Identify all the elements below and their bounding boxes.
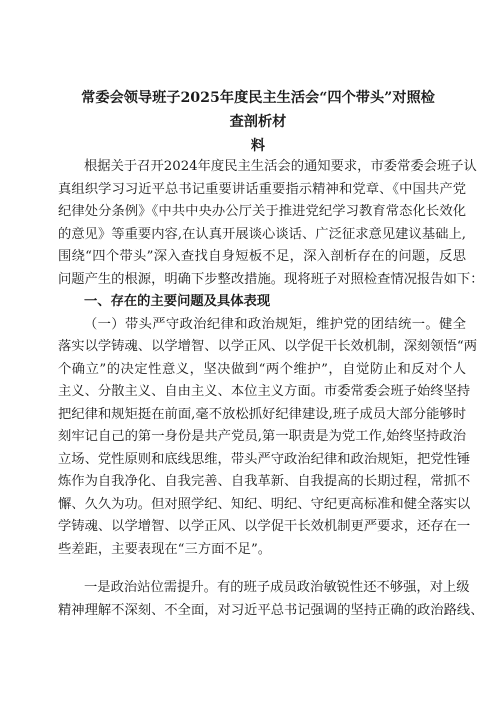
subsection-line: 些差距，主要表现在“三方面不足”。 bbox=[58, 541, 272, 557]
subsection-line: （一）带头严守政治纪律和政治规矩，维护党的团结统一。健全 bbox=[84, 316, 466, 332]
intro-line: 问题产生的根源，明确下步整改措施。现将班子对照检查情况报告如下： bbox=[58, 271, 484, 287]
paragraph-gap bbox=[58, 561, 466, 577]
point-line: 一是政治站位需提升。有的班子成员政治敏锐性还不够强，对上级 bbox=[84, 580, 470, 595]
intro-line: 纪律处分条例》《中共中央办公厅关于推进党纪学习教育常态化长效化 bbox=[58, 204, 466, 219]
subsection-line: 懈、久久为功。但对照学纪、知纪、明纪、守纪更高标准和健全落实以 bbox=[58, 496, 471, 512]
subsection-line: 把纪律和规矩挺在前面,毫不放松抓好纪律建设,班子成员大部分能够时 bbox=[58, 406, 466, 422]
intro-line: 真组织学习习近平总书记重要讲话重要指示精神和党章、《中国共产党 bbox=[58, 181, 466, 197]
point-line: 精神理解不深刻、不全面，对习近平总书记强调的坚持正确的政治路线、 bbox=[58, 602, 484, 618]
subsection-line: 学铸魂、以学增智、以学正风、以学促干长效机制更严要求，还存在一 bbox=[58, 519, 471, 534]
subsection-line: 刻牢记自己的第一身份是共产党员,第一职责是为党工作,始终坚持政治 bbox=[58, 429, 466, 444]
intro-line: 围绕“四个带头”深入查找自身短板不足，深入剖析存在的问题，反思 bbox=[58, 249, 466, 264]
section-heading: 一、存在的主要问题及具体表现 bbox=[84, 294, 271, 309]
subsection-line: 主义、分散主义、自由主义、本位主义方面。市委常委会班子始终坚持 bbox=[58, 384, 471, 399]
intro-paragraph bbox=[58, 156, 484, 622]
intro-line: 的意见》等重要内容,在认真开展谈心谈话、广泛征求意见建议基础上, bbox=[58, 226, 466, 242]
subsection-line: 炼作为自我净化、自我完善、自我革新、自我提高的长期过程，常抓不 bbox=[58, 474, 471, 489]
subsection-line: 立场、党性原则和底线思维，带头严守政治纪律和政治规矩，把党性锤 bbox=[58, 451, 471, 467]
intro-line: 根据关于召开2024年度民主生活会的通知要求，市委常委会班子认 bbox=[84, 159, 477, 174]
title-line-1: 常委会领导班子2025年度民主生活会“四个带头”对照检查剖析材 bbox=[81, 90, 435, 130]
subsection-line: 落实以学铸魂、以学增智、以学正风、以学促干长效机制，深刻领悟“两 bbox=[58, 339, 477, 354]
subsection-line: 个确立”的决定性意义，坚决做到“两个维护”，自觉防止和反对个人 bbox=[58, 361, 466, 377]
document-title bbox=[78, 86, 438, 158]
title-line-2: 料 bbox=[250, 138, 266, 154]
